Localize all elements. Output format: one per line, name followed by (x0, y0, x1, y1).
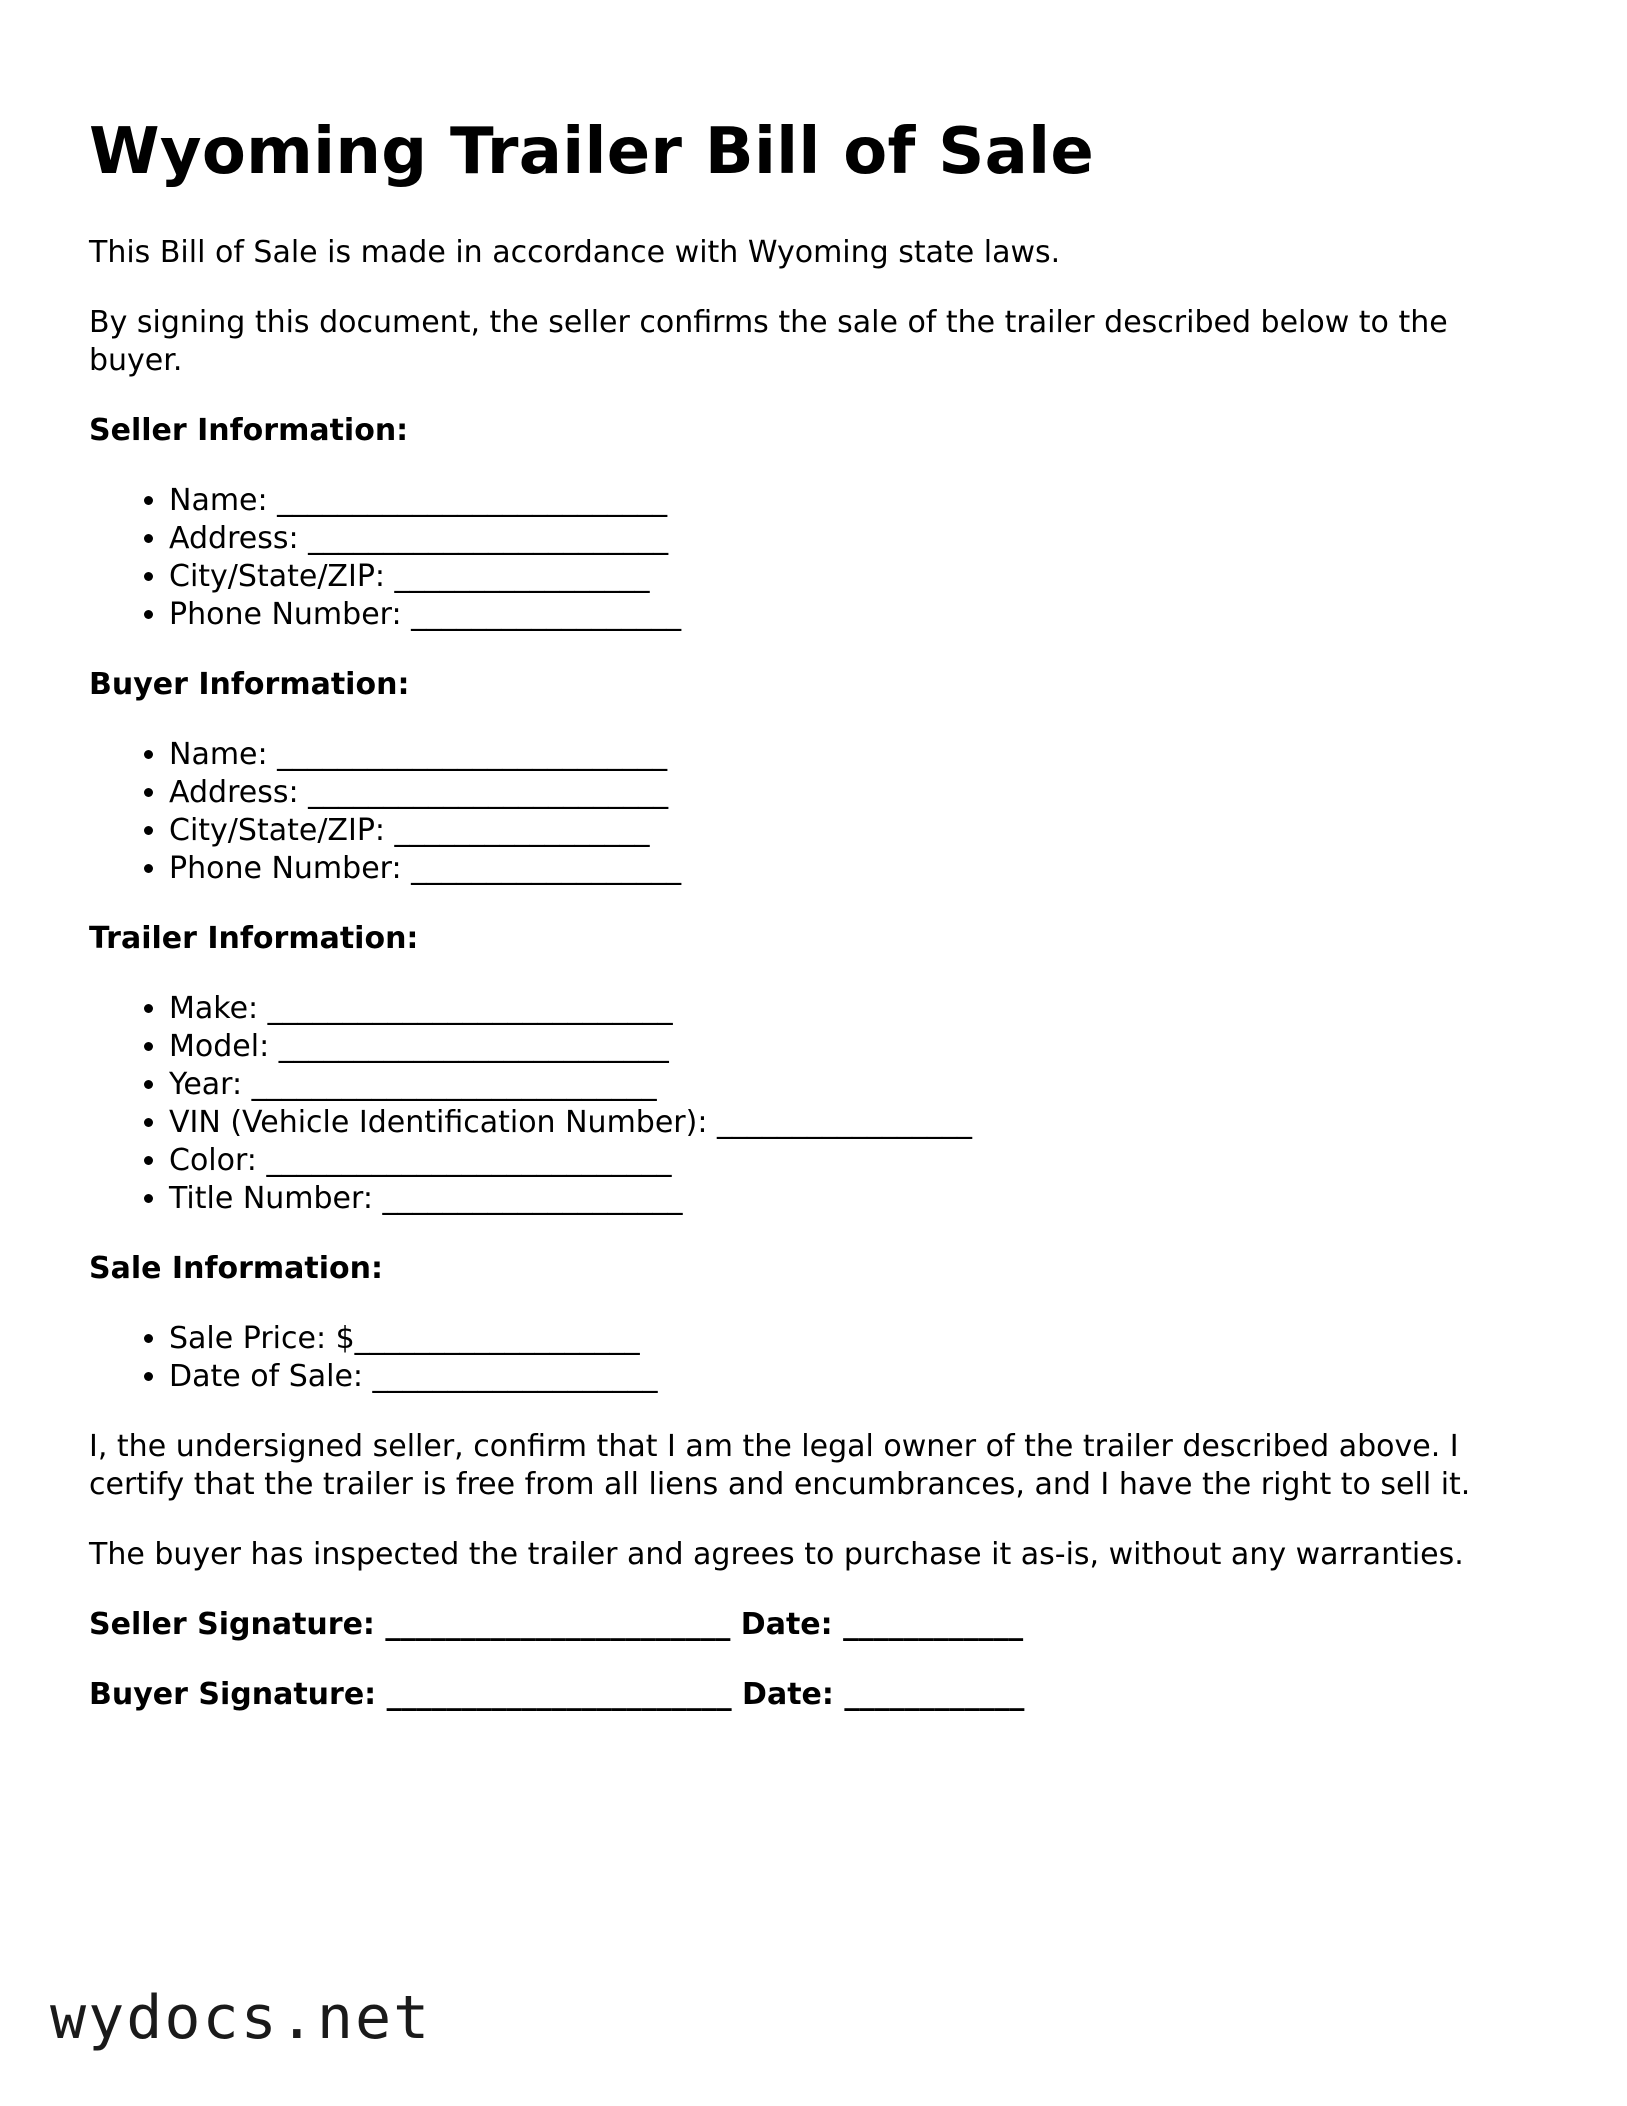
site-watermark: wydocs.net (50, 1983, 432, 2053)
seller-signature-line: Seller Signature: _______________________ Date: ____________ (89, 1607, 1024, 1642)
trailer-info-list (89, 990, 1549, 1218)
buyer-name-field: • Name: __________________________ (169, 736, 1549, 774)
buyer-section-heading: Buyer Information: (89, 667, 410, 702)
sale-date-field: • Date of Sale: ___________________ (169, 1358, 1549, 1396)
inspection-paragraph: The buyer has inspected the trailer and agrees to purchase it as-is, without any warranties. (89, 1537, 1464, 1572)
buyer-phone-field: • Phone Number: __________________ (169, 850, 1549, 888)
seller-phone-field: • Phone Number: __________________ (169, 596, 1549, 634)
intro-paragraph-1: This Bill of Sale is made in accordance with Wyoming state laws. (89, 235, 1061, 270)
buyer-city-state-zip-field: • City/State/ZIP: _________________ (169, 812, 1549, 850)
trailer-title-number-field: • Title Number: ____________________ (169, 1180, 1549, 1218)
buyer-address-field: • Address: ________________________ (169, 774, 1549, 812)
trailer-color-field: • Color: ___________________________ (169, 1142, 1549, 1180)
trailer-make-field: • Make: ___________________________ (169, 990, 1549, 1028)
sale-section-heading: Sale Information: (89, 1251, 383, 1286)
certification-paragraph: I, the undersigned seller, confirm that I am the legal owner of the trailer described above. I certify that the trailer is free from all liens and encumbrances, and I have the right to sell it. (89, 1429, 1471, 1502)
trailer-year-field: • Year: ___________________________ (169, 1066, 1549, 1104)
seller-info-list (89, 482, 1549, 634)
seller-address-field: • Address: ________________________ (169, 520, 1549, 558)
seller-section-heading: Seller Information: (89, 413, 409, 448)
sale-price-field: • Sale Price: $___________________ (169, 1320, 1549, 1358)
document-title: Wyoming Trailer Bill of Sale (89, 115, 1095, 189)
sale-info-list (89, 1320, 1549, 1396)
intro-paragraph-2: By signing this document, the seller confirms the sale of the trailer described below to the buyer. (89, 305, 1448, 378)
trailer-vin-field: • VIN (Vehicle Identification Number): _________________ (169, 1104, 1549, 1142)
buyer-signature-line: Buyer Signature: _______________________ Date: ____________ (89, 1677, 1025, 1712)
buyer-info-list (89, 736, 1549, 888)
trailer-section-heading: Trailer Information: (89, 921, 419, 956)
trailer-model-field: • Model: __________________________ (169, 1028, 1549, 1066)
seller-name-field: • Name: __________________________ (169, 482, 1549, 520)
document-page (89, 112, 1549, 1746)
seller-city-state-zip-field: • City/State/ZIP: _________________ (169, 558, 1549, 596)
